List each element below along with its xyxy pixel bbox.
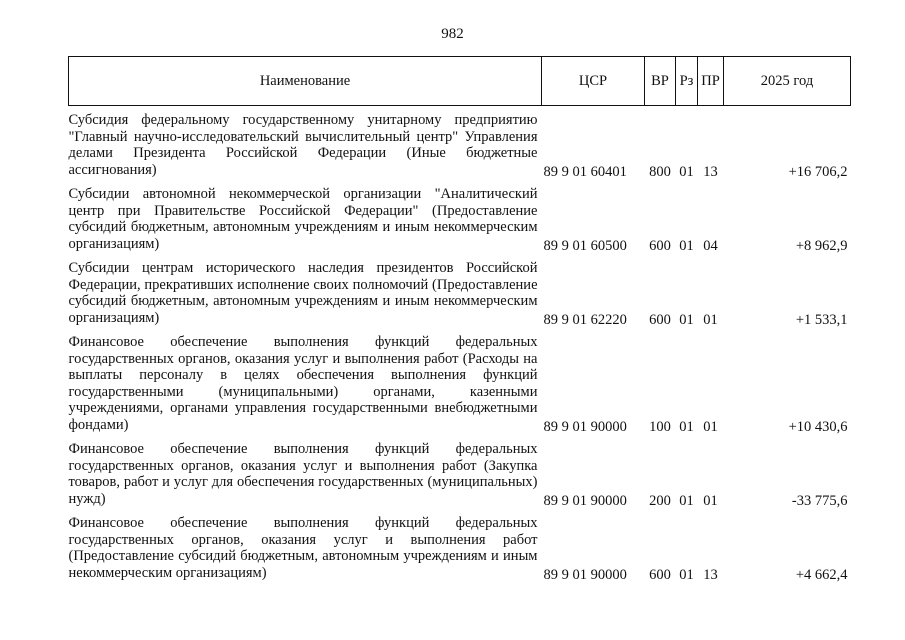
budget-table <box>68 56 851 583</box>
row-pr: 04 <box>703 237 718 254</box>
row-amount: -33 775,6 <box>791 492 848 509</box>
row-rz: 01 <box>679 418 694 435</box>
row-rz: 01 <box>679 237 694 254</box>
header-csr: ЦСР <box>542 57 645 106</box>
row-pr: 01 <box>703 311 718 328</box>
row-name: Субсидии автономной некоммерческой организации "Аналитический центр при Правительстве Российской Федерации" (Предоставление субсидий бюджетным, автономным учреждениям и иным некоммерческим организациям) <box>68 186 538 252</box>
row-amount: +1 533,1 <box>795 311 848 328</box>
table-row <box>69 334 851 435</box>
row-pr: 01 <box>703 418 718 435</box>
row-amount: +8 962,9 <box>795 237 848 254</box>
row-name: Субсидии центрам исторического наследия президентов Российской Федерации, прекративших исполнение своих полномочий (Предоставление субсидий бюджетным, автономным учреждениям и иным некоммерческим организациям) <box>68 260 538 326</box>
row-vr: 600 <box>649 237 671 254</box>
row-vr: 800 <box>649 163 671 180</box>
row-vr: 600 <box>649 311 671 328</box>
row-rz: 01 <box>679 163 694 180</box>
row-csr: 89 9 01 60401 <box>543 163 627 180</box>
row-name: Финансовое обеспечение выполнения функций федеральных государственных органов, оказания услуг и выполнения работ (Закупка товаров, работ и услуг для обеспечения государственных (муниципальных) нужд) <box>68 441 538 507</box>
row-csr: 89 9 01 90000 <box>543 566 627 583</box>
row-csr: 89 9 01 60500 <box>543 237 627 254</box>
header-year: 2025 год <box>724 57 851 106</box>
page-number: 982 <box>441 26 464 42</box>
table-row <box>69 441 851 509</box>
header-rz: Рз <box>676 57 698 106</box>
row-pr: 13 <box>703 163 718 180</box>
row-rz: 01 <box>679 566 694 583</box>
header-vr: ВР <box>645 57 676 106</box>
row-vr: 100 <box>649 418 671 435</box>
row-name: Субсидия федеральному государственному унитарному предприятию "Главный научно-исследовательский вычислительный центр" Управления делами Президента Российской Федерации (Иные бюджетные ассигнования) <box>68 112 538 178</box>
row-vr: 200 <box>649 492 671 509</box>
row-rz: 01 <box>679 311 694 328</box>
row-csr: 89 9 01 90000 <box>543 418 627 435</box>
row-rz: 01 <box>679 492 694 509</box>
table-row <box>69 515 851 583</box>
row-csr: 89 9 01 90000 <box>543 492 627 509</box>
table-row <box>69 260 851 328</box>
table-header-row <box>69 57 851 106</box>
row-name: Финансовое обеспечение выполнения функций федеральных государственных органов, оказания услуг и выполнения работ (Предоставление субсидий бюджетным, автономным учреждениям и иным некоммерческим организациям) <box>68 515 538 581</box>
row-csr: 89 9 01 62220 <box>543 311 627 328</box>
row-vr: 600 <box>649 566 671 583</box>
row-pr: 01 <box>703 492 718 509</box>
table-row <box>69 112 851 180</box>
header-name: Наименование <box>69 57 542 106</box>
header-pr: ПР <box>698 57 724 106</box>
row-amount: +10 430,6 <box>788 418 848 435</box>
row-name: Финансовое обеспечение выполнения функций федеральных государственных органов, оказания услуг и выполнения работ (Расходы на выплаты персоналу в целях обеспечения выполнения функций государственными (муниципальными) органами, казенными учреждениями, органами управления государственными внебюджетными фондами) <box>68 334 538 433</box>
row-amount: +4 662,4 <box>795 566 848 583</box>
row-pr: 13 <box>703 566 718 583</box>
row-amount: +16 706,2 <box>788 163 848 180</box>
table-row <box>69 186 851 254</box>
